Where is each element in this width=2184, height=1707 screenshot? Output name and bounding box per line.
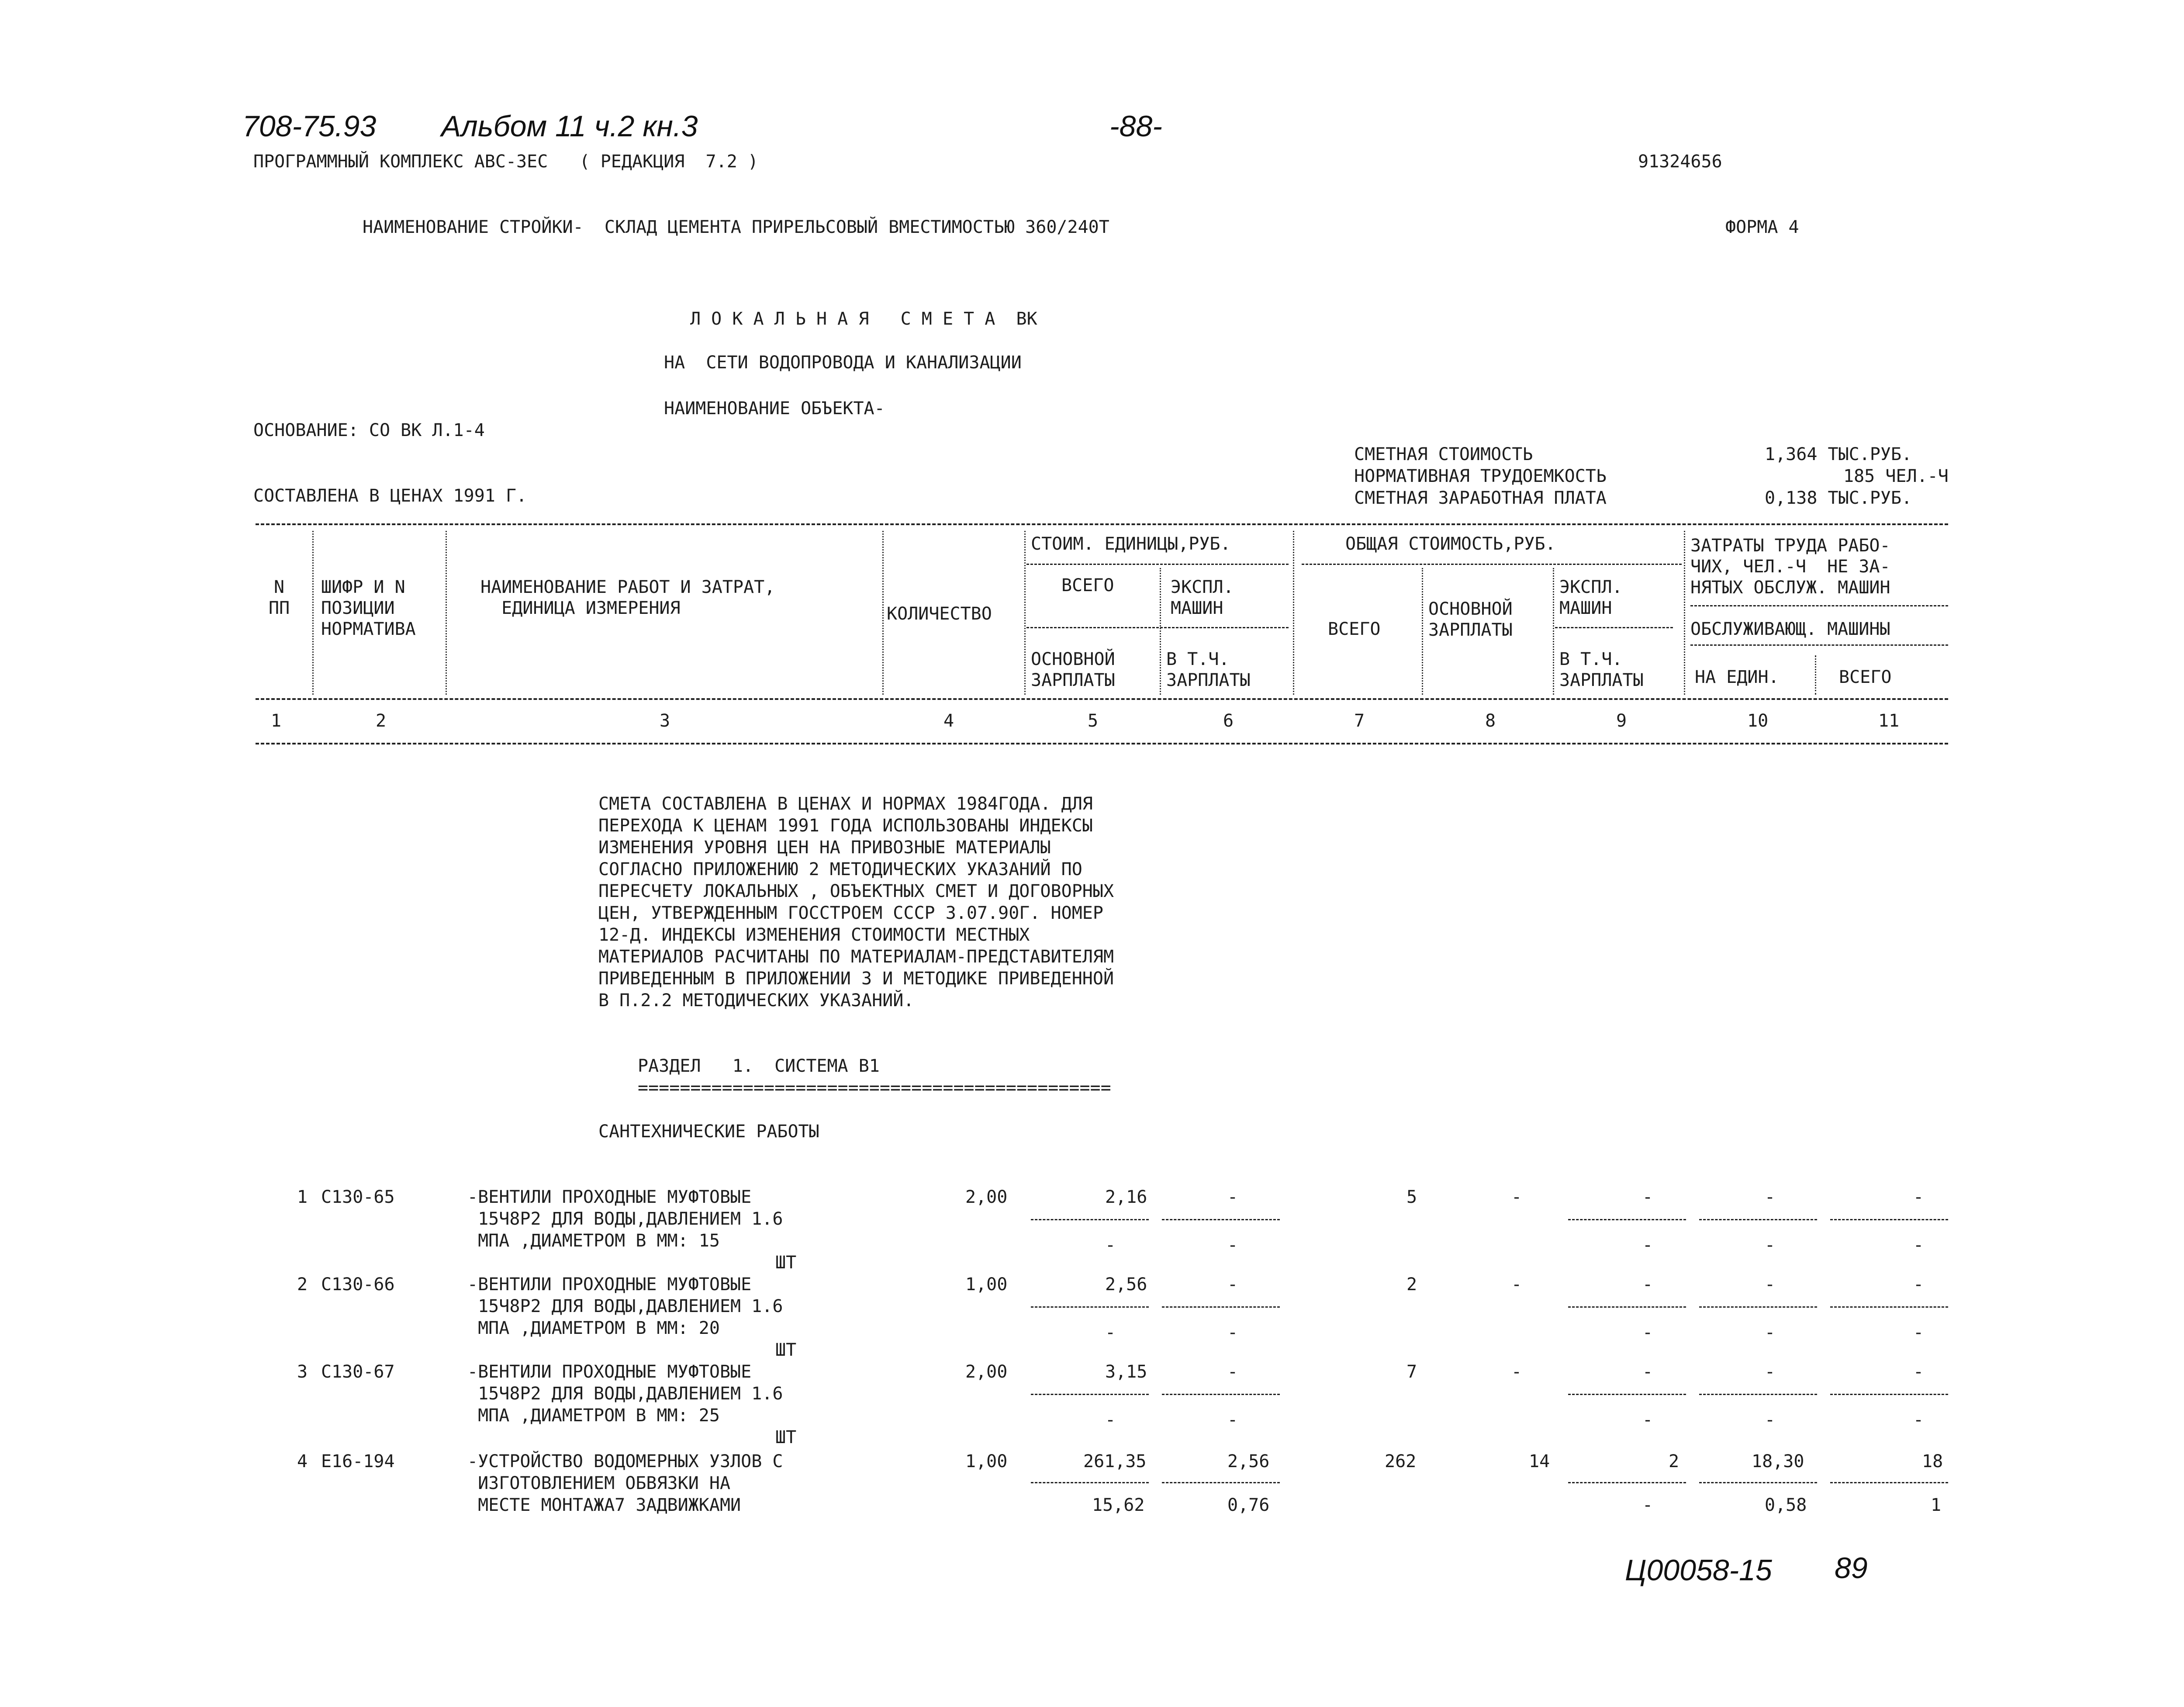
th-labor-unit: НА ЕДИН. (1695, 667, 1779, 687)
row3-c5b: - (1105, 1410, 1116, 1430)
col-sep-10 (1815, 655, 1816, 695)
row3-c8: - (1511, 1362, 1522, 1382)
row3-c10b: - (1765, 1410, 1776, 1430)
row4-desc-2: ИЗГОТОВЛЕНИЕМ ОБВЯЗКИ НА (467, 1473, 731, 1493)
row4-c9b: - (1642, 1495, 1653, 1515)
note-line-6: ЦЕН, УТВЕРЖДЕННЫМ ГОССТРОЕМ СССР 3.07.90Г. НОМЕР (598, 903, 1103, 923)
row4-c5: 261,35 (1083, 1451, 1147, 1472)
row4-n: 4 (297, 1451, 308, 1472)
th-quantity: КОЛИЧЕСТВО (887, 604, 992, 624)
col-number-2: 2 (376, 711, 387, 731)
row2-c9b: - (1642, 1323, 1653, 1343)
table-top-rule (256, 523, 1948, 525)
row2-total-rule-b (1699, 1306, 1817, 1308)
section-rule: ============================================= (638, 1078, 1111, 1098)
row1-total-rule-b (1699, 1219, 1817, 1220)
row3-unit-rule-a (1031, 1394, 1149, 1395)
col-number-6: 6 (1223, 711, 1234, 731)
row1-desc-2: 15Ч8Р2 ДЛЯ ВОДЫ,ДАВЛЕНИЕМ 1.6 (467, 1209, 783, 1229)
row1-qty: 2,00 (965, 1187, 1008, 1207)
basis-line: ОСНОВАНИЕ: СО ВК Л.1-4 (253, 420, 485, 440)
labor-subrule-2 (1690, 644, 1948, 646)
row4-c9: 2 (1669, 1451, 1679, 1472)
note-line-5: ПЕРЕСЧЕТУ ЛОКАЛЬНЫХ , ОБЪЕКТНЫХ СМЕТ И ДОГОВОРНЫХ (598, 881, 1114, 901)
row1-c10: - (1765, 1187, 1776, 1207)
note-line-8: МАТЕРИАЛОВ РАСЧИТАНЫ ПО МАТЕРИАЛАМ-ПРЕДСТАВИТЕЛЯМ (598, 947, 1114, 967)
row4-c7: 262 (1385, 1451, 1417, 1472)
row3-desc-2: 15Ч8Р2 ДЛЯ ВОДЫ,ДАВЛЕНИЕМ 1.6 (467, 1384, 783, 1404)
row1-c11b: - (1913, 1235, 1924, 1255)
row2-c6b: - (1227, 1323, 1238, 1343)
row4-c8: 14 (1529, 1451, 1550, 1472)
row1-c9b: - (1642, 1235, 1653, 1255)
row3-unit: ШТ (775, 1427, 797, 1447)
th-total-wages: ОСНОВНОЙ ЗАРПЛАТЫ (1428, 599, 1513, 640)
row4-c10: 18,30 (1752, 1451, 1804, 1472)
row3-c11b: - (1913, 1410, 1924, 1430)
row2-c5b: - (1105, 1323, 1116, 1343)
col-number-8: 8 (1485, 711, 1496, 731)
row2-total-rule-a (1568, 1306, 1686, 1308)
row3-total-rule-c (1830, 1394, 1948, 1395)
col-number-4: 4 (943, 711, 954, 731)
row1-total-rule-c (1830, 1219, 1948, 1220)
row3-c6: - (1227, 1362, 1238, 1382)
form-label: ФОРМА 4 (1725, 217, 1799, 237)
construction-name: НАИМЕНОВАНИЕ СТРОЙКИ- СКЛАД ЦЕМЕНТА ПРИРЕЛЬСОВЫЙ ВМЕСТИМОСТЬЮ 360/240Т (363, 217, 1109, 237)
row1-c9: - (1642, 1187, 1653, 1207)
row2-n: 2 (297, 1274, 308, 1295)
row2-total-rule-c (1830, 1306, 1948, 1308)
row1-c6: - (1227, 1187, 1238, 1207)
col-sep-7 (1422, 568, 1423, 695)
summary-label-wages: СМЕТНАЯ ЗАРАБОТНАЯ ПЛАТА (1354, 488, 1607, 508)
th-labor: ЗАТРАТЫ ТРУДА РАБО- ЧИХ, ЧЕЛ.-Ч НЕ ЗА- НЯТЫХ ОБСЛУЖ. МАШИН (1690, 536, 1890, 598)
row4-desc-1: -УСТРОЙСТВО ВОДОМЕРНЫХ УЗЛОВ С (467, 1451, 783, 1472)
note-line-3: ИЗМЕНЕНИЯ УРОВНЯ ЦЕН НА ПРИВОЗНЫЕ МАТЕРИАЛЫ (598, 838, 1051, 858)
row1-c5b: - (1105, 1235, 1116, 1255)
row2-c9: - (1642, 1274, 1653, 1295)
row2-c11b: - (1913, 1323, 1924, 1343)
handwritten-page-number: 89 (1835, 1551, 1868, 1585)
row1-unit: ШТ (775, 1253, 797, 1273)
column-number-rule (256, 743, 1948, 744)
row2-c7: 2 (1406, 1274, 1417, 1295)
row2-unit-rule-b (1162, 1306, 1280, 1308)
table-header-bottom-rule (256, 698, 1948, 700)
row2-c6: - (1227, 1274, 1238, 1295)
row1-c10b: - (1765, 1235, 1776, 1255)
col-number-9: 9 (1616, 711, 1627, 731)
th-unit-machine-wages: В Т.Ч. ЗАРПЛАТЫ (1166, 649, 1251, 690)
object-name: НАИМЕНОВАНИЕ ОБЪЕКТА- (664, 398, 885, 419)
row1-c7: 5 (1406, 1187, 1417, 1207)
note-line-2: ПЕРЕХОДА К ЦЕНАМ 1991 ГОДА ИСПОЛЬЗОВАНЫ ИНДЕКСЫ (598, 816, 1093, 836)
row3-code: С130-67 (321, 1362, 395, 1382)
th-total-cost: ОБЩАЯ СТОИМОСТЬ,РУБ. (1345, 534, 1556, 554)
row3-desc-1: -ВЕНТИЛИ ПРОХОДНЫЕ МУФТОВЫЕ (467, 1362, 752, 1382)
row2-qty: 1,00 (965, 1274, 1008, 1295)
col-sep-9 (1684, 531, 1685, 695)
program-line: ПРОГРАММНЫЙ КОМПЛЕКС АВС-3ЕС ( РЕДАКЦИЯ 7.2 ) (253, 152, 758, 172)
row3-c9b: - (1642, 1410, 1653, 1430)
row2-c5: 2,56 (1105, 1274, 1147, 1295)
row3-c5: 3,15 (1105, 1362, 1147, 1382)
row4-c5b: 15,62 (1092, 1495, 1145, 1515)
row2-c10b: - (1765, 1323, 1776, 1343)
note-line-1: СМЕТА СОСТАВЛЕНА В ЦЕНАХ И НОРМАХ 1984ГОДА. ДЛЯ (598, 794, 1093, 814)
th-unit-total: ВСЕГО (1061, 575, 1114, 596)
row4-code: Е16-194 (321, 1451, 395, 1472)
note-line-7: 12-Д. ИНДЕКСЫ ИЗМЕНЕНИЯ СТОИМОСТИ МЕСТНЫХ (598, 925, 1030, 945)
row2-desc-1: -ВЕНТИЛИ ПРОХОДНЫЕ МУФТОВЫЕ (467, 1274, 752, 1295)
handwritten-stamp: Ц00058-15 (1625, 1554, 1772, 1587)
row4-c10b: 0,58 (1765, 1495, 1807, 1515)
subsection-title: САНТЕХНИЧЕСКИЕ РАБОТЫ (598, 1122, 819, 1142)
row2-desc-3: МПА ,ДИАМЕТРОМ В ММ: 20 (467, 1318, 720, 1338)
row1-c8: - (1511, 1187, 1522, 1207)
th-code: ШИФР И N ПОЗИЦИИ НОРМАТИВА (321, 577, 416, 639)
row1-unit-rule-a (1031, 1219, 1149, 1220)
col-sep-6 (1293, 531, 1294, 695)
row3-n: 3 (297, 1362, 308, 1382)
row3-total-rule-a (1568, 1394, 1686, 1395)
th-labor-machines: ОБСЛУЖИВАЮЩ. МАШИНЫ (1690, 619, 1890, 639)
row4-unit-rule-b (1162, 1482, 1280, 1483)
machines-subrule (1555, 627, 1673, 628)
col-number-11: 11 (1878, 711, 1900, 731)
col-number-1: 1 (271, 711, 282, 731)
doc-number: 91324656 (1638, 152, 1722, 172)
row4-total-rule-b (1699, 1482, 1817, 1483)
th-total-total: ВСЕГО (1328, 619, 1381, 639)
row1-total-rule-a (1568, 1219, 1686, 1220)
row1-c5: 2,16 (1105, 1187, 1147, 1207)
summary-label-cost: СМЕТНАЯ СТОИМОСТЬ (1354, 444, 1533, 464)
col-number-10: 10 (1747, 711, 1769, 731)
row4-total-rule-a (1568, 1482, 1686, 1483)
row2-c8: - (1511, 1274, 1522, 1295)
row2-desc-2: 15Ч8Р2 ДЛЯ ВОДЫ,ДАВЛЕНИЕМ 1.6 (467, 1296, 783, 1316)
col-sep-4 (1024, 531, 1026, 695)
section-title: РАЗДЕЛ 1. СИСТЕМА В1 (638, 1056, 880, 1076)
col-number-7: 7 (1354, 711, 1365, 731)
summary-value-labor: 185 ЧЕЛ.-Ч (1843, 466, 1949, 486)
note-line-4: СОГЛАСНО ПРИЛОЖЕНИЮ 2 МЕТОДИЧЕСКИХ УКАЗАНИЙ ПО (598, 859, 1082, 879)
row4-c11b: 1 (1931, 1495, 1942, 1515)
summary-value-wages: 0,138 ТЫС.РУБ. (1765, 488, 1912, 508)
col-sep-1 (312, 531, 314, 695)
row4-c6: 2,56 (1227, 1451, 1270, 1472)
row1-code: С130-65 (321, 1187, 395, 1207)
th-unit-wages: ОСНОВНОЙ ЗАРПЛАТЫ (1031, 649, 1115, 690)
row1-c6b: - (1227, 1235, 1238, 1255)
th-unit-machines: ЭКСПЛ. МАШИН (1171, 577, 1234, 618)
th-total-machine-wages: В Т.Ч. ЗАРПЛАТЫ (1559, 649, 1644, 690)
prices-line: СОСТАВЛЕНА В ЦЕНАХ 1991 Г. (253, 486, 527, 506)
row1-desc-3: МПА ,ДИАМЕТРОМ В ММ: 15 (467, 1231, 720, 1251)
row3-qty: 2,00 (965, 1362, 1008, 1382)
row4-c11: 18 (1922, 1451, 1943, 1472)
row1-unit-rule-b (1162, 1219, 1280, 1220)
row4-c6b: 0,76 (1227, 1495, 1270, 1515)
row3-c9: - (1642, 1362, 1653, 1382)
row3-total-rule-b (1699, 1394, 1817, 1395)
row2-c11: - (1913, 1274, 1924, 1295)
col-sep-3 (882, 531, 884, 695)
col-sep-2 (446, 531, 447, 695)
handwritten-code: 708-75.93 (242, 110, 377, 143)
row2-unit-rule-a (1031, 1306, 1149, 1308)
th-total-machines: ЭКСПЛ. МАШИН (1559, 577, 1623, 618)
row2-c10: - (1765, 1274, 1776, 1295)
row4-total-rule-c (1830, 1482, 1948, 1483)
row4-qty: 1,00 (965, 1451, 1008, 1472)
summary-label-labor: НОРМАТИВНАЯ ТРУДОЕМКОСТЬ (1354, 466, 1607, 486)
labor-subrule (1690, 605, 1948, 606)
note-line-10: В П.2.2 МЕТОДИЧЕСКИХ УКАЗАНИЙ. (598, 990, 914, 1011)
row3-c7: 7 (1406, 1362, 1417, 1382)
col-sep-5 (1160, 568, 1161, 695)
row3-c11: - (1913, 1362, 1924, 1382)
th-labor-total: ВСЕГО (1839, 667, 1892, 687)
handwritten-page: -88- (1109, 110, 1162, 143)
th-unit-cost: СТОИМ. ЕДИНИЦЫ,РУБ. (1031, 534, 1231, 554)
row3-c6b: - (1227, 1410, 1238, 1430)
col-sep-8 (1553, 568, 1554, 695)
unit-cost-rule (1026, 564, 1289, 565)
document-subject: НА СЕТИ ВОДОПРОВОДА И КАНАЛИЗАЦИИ (664, 353, 1022, 373)
handwritten-album: Альбом 11 ч.2 кн.3 (441, 110, 698, 143)
col-number-5: 5 (1088, 711, 1099, 731)
row3-desc-3: МПА ,ДИАМЕТРОМ В ММ: 25 (467, 1406, 720, 1426)
summary-value-cost: 1,364 ТЫС.РУБ. (1765, 444, 1912, 464)
note-line-9: ПРИВЕДЕННЫМ В ПРИЛОЖЕНИИ 3 И МЕТОДИКЕ ПРИВЕДЕННОЙ (598, 969, 1114, 989)
row1-n: 1 (297, 1187, 308, 1207)
row4-unit-rule-a (1031, 1482, 1149, 1483)
row1-c11: - (1913, 1187, 1924, 1207)
row4-desc-3: МЕСТЕ МОНТАЖА7 ЗАДВИЖКАМИ (467, 1495, 741, 1515)
row1-desc-1: -ВЕНТИЛИ ПРОХОДНЫЕ МУФТОВЫЕ (467, 1187, 752, 1207)
th-name: НАИМЕНОВАНИЕ РАБОТ И ЗАТРАТ, ЕДИНИЦА ИЗМЕРЕНИЯ (480, 577, 775, 618)
total-cost-rule (1302, 564, 1682, 565)
document-title: Л О К А Л Ь Н А Я С М Е Т А ВК (690, 309, 1037, 329)
row3-unit-rule-b (1162, 1394, 1280, 1395)
th-num: N ПП (269, 577, 290, 618)
row3-c10: - (1765, 1362, 1776, 1382)
row2-code: С130-66 (321, 1274, 395, 1295)
col-number-3: 3 (660, 711, 670, 731)
row2-unit: ШТ (775, 1340, 797, 1360)
unit-cost-subrule (1026, 627, 1289, 628)
